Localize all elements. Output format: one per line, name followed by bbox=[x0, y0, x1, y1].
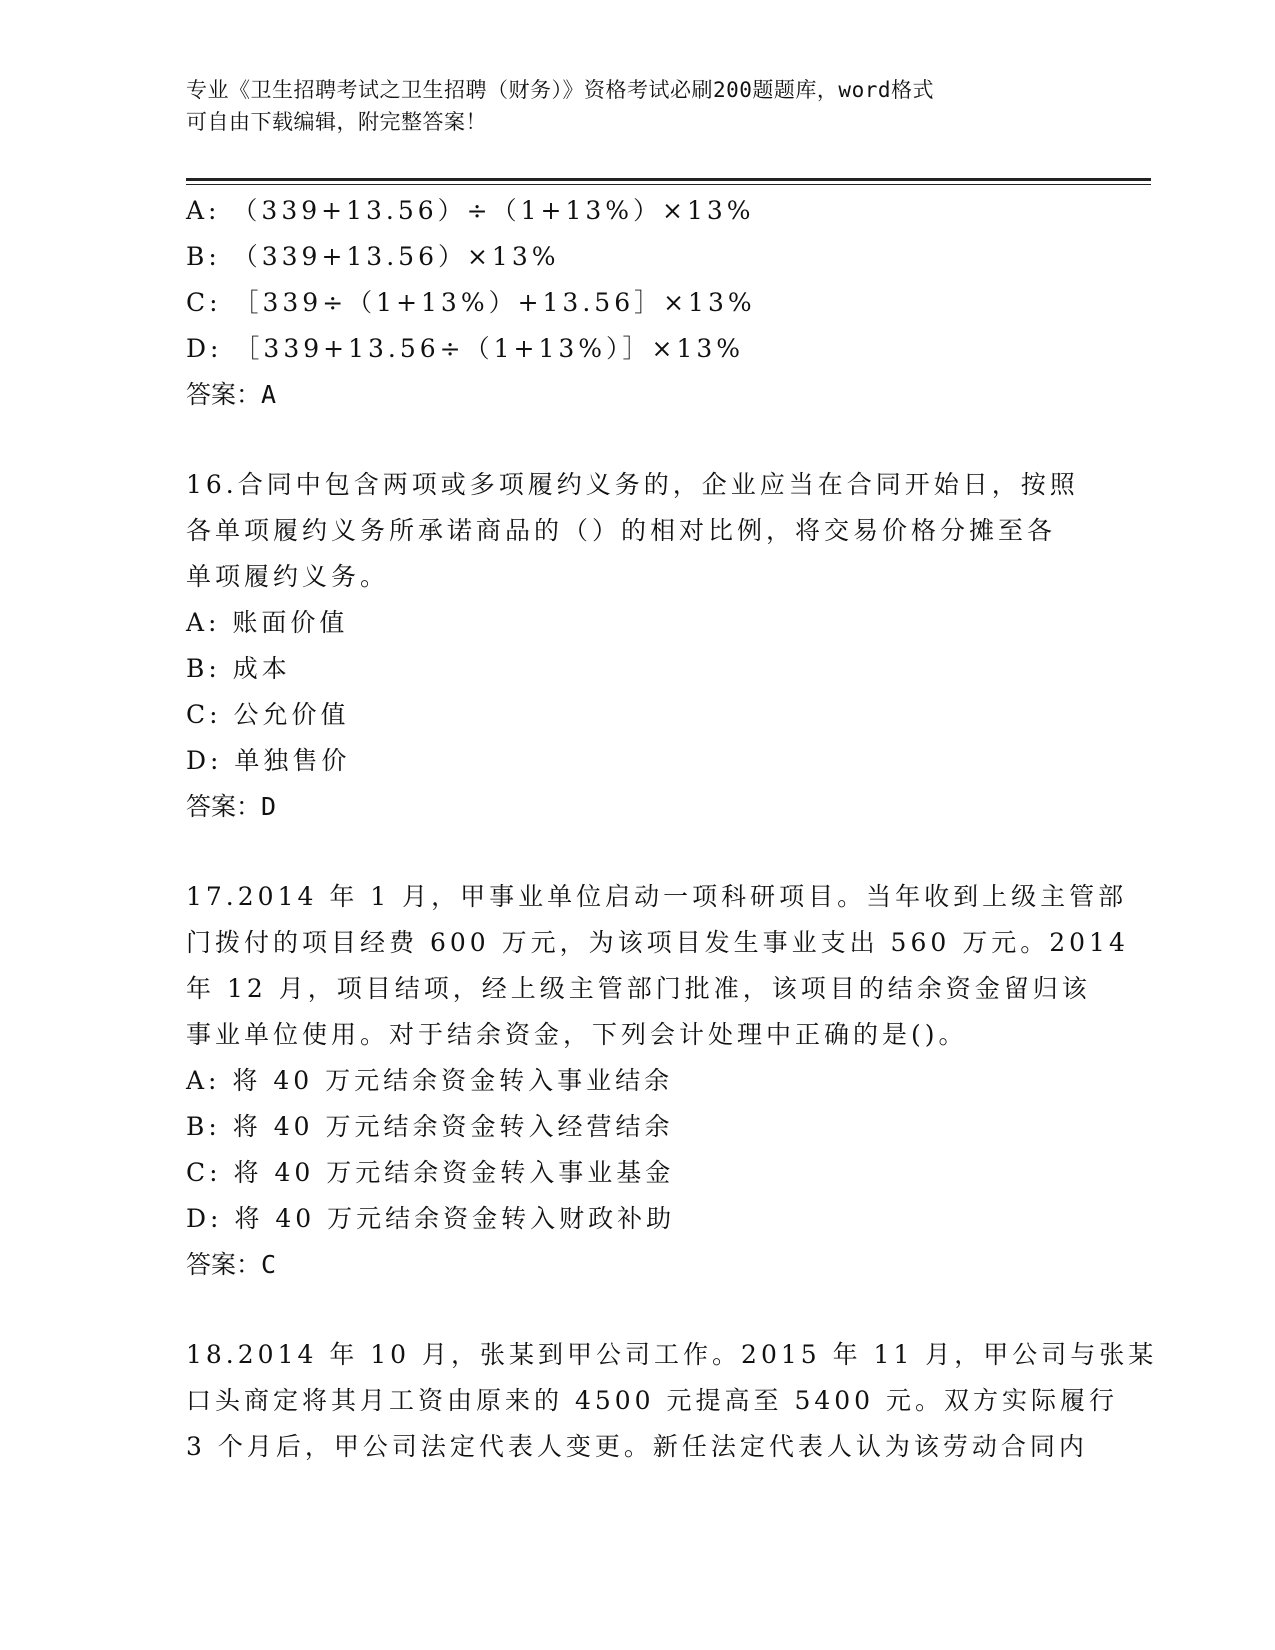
spacer bbox=[186, 830, 1086, 874]
question-stem-line: 各单项履约义务所承诺商品的（）的相对比例，将交易价格分摊至各 bbox=[186, 516, 1057, 545]
option-c: C: 将 40 万元结余资金转入事业基金 bbox=[186, 1158, 675, 1187]
question-stem-line: 3 个月后，甲公司法定代表人变更。新任法定代表人认为该劳动合同内 bbox=[186, 1432, 1088, 1461]
question-16 bbox=[186, 462, 1086, 830]
spacer bbox=[186, 418, 1086, 462]
option-c: C: ［339÷（1+13%）+13.56］×13% bbox=[186, 288, 756, 317]
header-divider-thin bbox=[186, 184, 1151, 185]
option-d: D: ［339+13.56÷（1+13%）］×13% bbox=[186, 334, 745, 363]
question-stem-line: 单项履约义务。 bbox=[186, 562, 390, 591]
header-line-2: 可自由下载编辑，附完整答案！ bbox=[186, 110, 487, 134]
option-a: A: 账面价值 bbox=[186, 608, 349, 637]
question-stem-line: 18.2014 年 10 月，张某到甲公司工作。2015 年 11 月，甲公司与张某 bbox=[186, 1340, 1158, 1369]
option-c: C: 公允价值 bbox=[186, 700, 350, 729]
document-header bbox=[186, 74, 1086, 138]
header-line-1: 专业《卫生招聘考试之卫生招聘（财务）》资格考试必刷200题题库，word格式 bbox=[186, 78, 934, 102]
option-a: A: 将 40 万元结余资金转入事业结余 bbox=[186, 1066, 674, 1095]
spacer bbox=[186, 1288, 1086, 1332]
question-stem-line: 16.合同中包含两项或多项履约义务的，企业应当在合同开始日，按照 bbox=[186, 470, 1079, 499]
option-b: B: 将 40 万元结余资金转入经营结余 bbox=[186, 1112, 674, 1141]
option-d: D: 单独售价 bbox=[186, 746, 351, 775]
question-stem-line: 年 12 月，项目结项，经上级主管部门批准，该项目的结余资金留归该 bbox=[186, 974, 1091, 1003]
header-divider-thick bbox=[186, 178, 1151, 181]
answer: 答案：C bbox=[186, 1250, 277, 1279]
question-17 bbox=[186, 874, 1129, 1288]
question-stem-line: 17.2014 年 1 月，甲事业单位启动一项科研项目。当年收到上级主管部 bbox=[186, 882, 1128, 911]
question-stem-line: 事业单位使用。对于结余资金，下列会计处理中正确的是()。 bbox=[186, 1020, 968, 1049]
document-body bbox=[186, 188, 1158, 1470]
answer: 答案：A bbox=[186, 380, 277, 409]
option-b: B: 成本 bbox=[186, 654, 291, 683]
question-18 bbox=[186, 1332, 1158, 1470]
answer: 答案：D bbox=[186, 792, 277, 821]
option-d: D: 将 40 万元结余资金转入财政补助 bbox=[186, 1204, 676, 1233]
option-a: A: （339+13.56）÷（1+13%）×13% bbox=[186, 196, 755, 225]
question-15 bbox=[186, 188, 1086, 418]
option-b: B: （339+13.56）×13% bbox=[186, 242, 560, 271]
question-stem-line: 口头商定将其月工资由原来的 4500 元提高至 5400 元。双方实际履行 bbox=[186, 1386, 1119, 1415]
question-stem-line: 门拨付的项目经费 600 万元，为该项目发生事业支出 560 万元。2014 bbox=[186, 928, 1129, 957]
